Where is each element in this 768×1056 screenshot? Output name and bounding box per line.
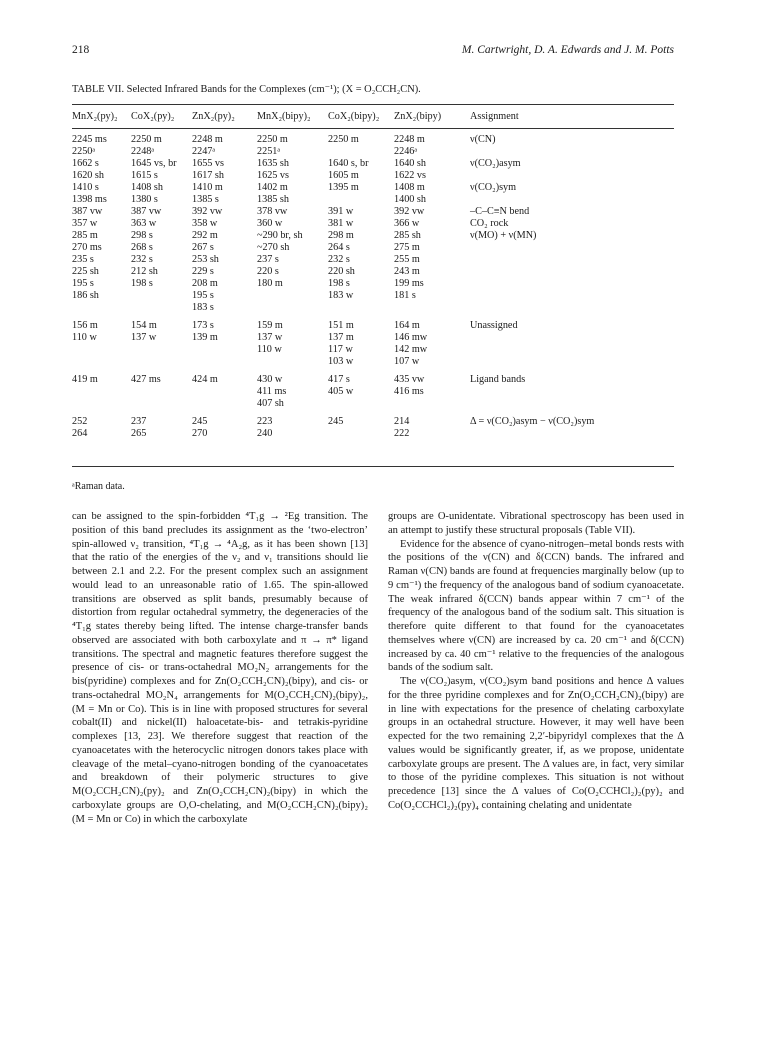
- table-cell: 2248 m: [394, 134, 425, 145]
- column-header: ZnX₂(py)₂: [192, 111, 235, 122]
- table-cell: 1398 ms: [72, 194, 107, 205]
- table-cell: 2247ᵃ: [192, 146, 216, 157]
- table-cell: 220 s: [257, 266, 279, 277]
- table-cell: 142 mw: [394, 344, 428, 355]
- table-cell: 154 m: [131, 320, 157, 331]
- column-header: CoX₂(py)₂: [131, 111, 175, 122]
- table-cell: 1620 sh: [72, 170, 104, 181]
- table-row: [72, 146, 674, 158]
- table-cell: ν(CO₂)sym: [470, 182, 517, 193]
- table-row: [72, 194, 674, 206]
- column-header: Assignment: [470, 111, 519, 122]
- table-cell: 360 w: [257, 218, 283, 229]
- table-row: [72, 182, 674, 194]
- column-header: MnX₂(bipy)₂: [257, 111, 311, 122]
- table-cell: 435 vw: [394, 374, 425, 385]
- table-cell: 285 sh: [394, 230, 421, 241]
- table-cell: 270: [192, 428, 208, 439]
- table-row: [72, 206, 674, 218]
- table-row: [72, 158, 674, 170]
- table-cell: 2248ᵃ: [131, 146, 155, 157]
- table-cell: 1410 s: [72, 182, 99, 193]
- body-paragraph: Evidence for the absence of cyano-nitrogen–metal bonds rests with the positions of the ν(CN) and δ(CCN) bands. The infrared and Raman ν(CN) bands are found at frequencies marginally below (up to 9 cm⁻¹) the frequency of the analogous band of sodium cyanoacetate. The weak infrared δ(CCN) bands appear within 7 cm⁻¹ of the frequency of the analogous band of the sodium salt. This situation is therefore quite different to that found for the cyanoacetates themselves where ν(CN) are increased by ca. 20 cm⁻¹ and δ(CCN) increased by ca. 40 cm⁻¹ relative to the frequencies of the analogous bands of the sodium salt.: [388, 538, 684, 674]
- table-cell: 430 w: [257, 374, 283, 385]
- table-cell: 1635 sh: [257, 158, 289, 169]
- table-bottom-rule: [72, 466, 674, 467]
- table-cell: 240: [257, 428, 273, 439]
- table-row: [72, 218, 674, 230]
- table-cell: 424 m: [192, 374, 218, 385]
- table-cell: 1605 m: [328, 170, 359, 181]
- table-cell: 405 w: [328, 386, 354, 397]
- table-header-rule: [72, 128, 674, 129]
- table-cell: 232 s: [328, 254, 350, 265]
- body-paragraph: groups are O-unidentate. Vibrational spectroscopy has been used in an attempt to justify these structural proposals (Table VII).: [388, 511, 684, 536]
- table-cell: 270 ms: [72, 242, 102, 253]
- table-cell: 198 s: [131, 278, 153, 289]
- table-row: [72, 266, 674, 278]
- table-cell: 225 sh: [72, 266, 99, 277]
- table-cell: 107 w: [394, 356, 420, 367]
- table-row: [72, 230, 674, 242]
- table-cell: 229 s: [192, 266, 214, 277]
- table-cell: 214: [394, 416, 410, 427]
- table-row: [72, 320, 674, 332]
- body-paragraph: can be assigned to the spin-forbidden ⁴T₁g → ²Eg transition. The position of this band precludes its assignment as the ‘two-electron’ spin-allowed ν₂ transition, ⁴T₁g → ⁴A₂g, as it has been shown [13] that the ratio of the energies of the ν₂ and ν₁ transitions should lie between 2.1 and 2.2. For the present complex such an assignment would lead to an unreasonable ratio of 1.65. The spin-allowed transitions are observed as split bands, presumably because of distortion from regular octahedral symmetry, the degeneracies of the ⁴T₁g states thereby being lifted. The intense charge-transfer bands observed are associated with both carboxylate and π → π* ligand transitions. The spectral and magnetic features therefore suggest the presence of cis- or trans-octahedral MO₂N₂ arrangements for the bis(pyridine) complexes and for Zn(O₂CCH₂CN)₂(bipy), and cis- or trans-octahedral MO₂N₄ arrangements for M(O₂CCH₂CN)₂(bipy)₂, (M = Mn or Co). This is in line with proposed structures for several cobalt(II) and nickel(II) haloacetate-bis- and tetrakis-pyridine complexes [13, 23]. We therefore suggest that reaction of the cyanoacetates with the heterocyclic nitrogen donors takes place with cleavage of the metal–cyano-nitrogen bonding of the cyanoacetates and breakdown of their polymeric structures to give M(O₂CCH₂CN)₂(py)₂ and Zn(O₂CCH₂CN)₂(bipy) in which the carboxylate groups are O,O-chelating, and M(O₂CCH₂CN)₂(bipy)₂ (M = Mn or Co) in which the carboxylate: [72, 511, 368, 825]
- table-header-row: [72, 108, 674, 128]
- table-cell: 419 m: [72, 374, 98, 385]
- table-cell: 1662 s: [72, 158, 99, 169]
- table-cell: 1640 sh: [394, 158, 426, 169]
- table-cell: 411 ms: [257, 386, 287, 397]
- table-cell: 1655 vs: [192, 158, 224, 169]
- table-cell: 1385 s: [192, 194, 219, 205]
- table-cell: 110 w: [72, 332, 97, 343]
- table-cell: 137 w: [257, 332, 283, 343]
- table-cell: 180 m: [257, 278, 283, 289]
- table-cell: 378 vw: [257, 206, 288, 217]
- table-cell: 298 s: [131, 230, 153, 241]
- table-cell: 1395 m: [328, 182, 359, 193]
- table-cell: 265: [131, 428, 147, 439]
- table-cell: 391 w: [328, 206, 354, 217]
- table-cell: 292 m: [192, 230, 218, 241]
- table-cell: 358 w: [192, 218, 218, 229]
- table-cell: 245: [328, 416, 344, 427]
- table-cell: ν(CN): [470, 134, 496, 145]
- table-cell: 416 ms: [394, 386, 424, 397]
- table-cell: Ligand bands: [470, 374, 526, 385]
- table-cell: 222: [394, 428, 410, 439]
- table-cell: 392 vw: [394, 206, 425, 217]
- page-number: 218: [72, 44, 90, 56]
- table-cell: 1640 s, br: [328, 158, 369, 169]
- table-row: [72, 332, 674, 344]
- table-cell: 264: [72, 428, 88, 439]
- table-cell: 387 vw: [72, 206, 103, 217]
- table-cell: 285 m: [72, 230, 98, 241]
- table-cell: 139 m: [192, 332, 218, 343]
- table-row: [72, 278, 674, 290]
- table-cell: Unassigned: [470, 320, 518, 331]
- table-cell: 1385 sh: [257, 194, 289, 205]
- table-cell: –C–C≡N bend: [470, 206, 530, 217]
- table-row: [72, 416, 674, 428]
- table-cell: 1615 s: [131, 170, 158, 181]
- table-cell: 387 vw: [131, 206, 162, 217]
- table-cell: 146 mw: [394, 332, 428, 343]
- table-row: [72, 374, 674, 386]
- table-top-rule: [72, 104, 674, 105]
- table-cell: 417 s: [328, 374, 350, 385]
- table-cell: 1625 vs: [257, 170, 289, 181]
- table-row: [72, 254, 674, 266]
- table-cell: 275 m: [394, 242, 420, 253]
- table-cell: 199 ms: [394, 278, 424, 289]
- table-cell: CO₂ rock: [470, 218, 509, 229]
- table-cell: 232 s: [131, 254, 153, 265]
- table-cell: 267 s: [192, 242, 214, 253]
- table-cell: 366 w: [394, 218, 420, 229]
- table-cell: 181 s: [394, 290, 416, 301]
- table-cell: 173 s: [192, 320, 214, 331]
- table-cell: 392 vw: [192, 206, 223, 217]
- column-header: MnX₂(py)₂: [72, 111, 118, 122]
- table-cell: 1380 s: [131, 194, 158, 205]
- table-row: [72, 242, 674, 254]
- table-cell: 1410 m: [192, 182, 223, 193]
- table-row: [72, 134, 674, 146]
- table-cell: 1617 sh: [192, 170, 224, 181]
- table-cell: 235 s: [72, 254, 94, 265]
- table-row: [72, 428, 674, 440]
- table-cell: 2251ᵃ: [257, 146, 281, 157]
- table-cell: 2250 m: [328, 134, 359, 145]
- table-cell: 255 m: [394, 254, 420, 265]
- table-cell: 407 sh: [257, 398, 284, 409]
- table-cell: ~270 sh: [257, 242, 290, 253]
- table-cell: 208 m: [192, 278, 218, 289]
- table-cell: 186 sh: [72, 290, 99, 301]
- table-row: [72, 386, 674, 398]
- table-cell: 357 w: [72, 218, 98, 229]
- table-cell: 298 m: [328, 230, 354, 241]
- table-cell: 156 m: [72, 320, 98, 331]
- table-cell: 253 sh: [192, 254, 219, 265]
- table-cell: 117 w: [328, 344, 353, 355]
- table-row: [72, 398, 674, 410]
- table-footnote: ᵃRaman data.: [72, 481, 125, 492]
- table-cell: 164 m: [394, 320, 420, 331]
- table-cell: 264 s: [328, 242, 350, 253]
- table-cell: 237 s: [257, 254, 279, 265]
- table-cell: 1402 m: [257, 182, 288, 193]
- table-cell: 1645 vs, br: [131, 158, 177, 169]
- table-cell: 427 ms: [131, 374, 161, 385]
- body-column-right: [388, 510, 684, 813]
- body-paragraph: The ν(CO₂)asym, ν(CO₂)sym band positions and hence Δ values for the three pyridine complexes and for Zn(O₂CCH₂CN)₂(bipy) are in line with expectations for the presence of chelating carboxylate groups in an octahedral structure. However, it may well have been expected for the two remaining 2,2′-bipyridyl complexes that the Δ values would be significantly greater, if, as we propose, unidentate carboxylate groups are present. The Δ values are, in fact, very similar to those of the pyridine complexes. This situation is not without precedence [13] since the Δ values of Co(O₂CCHCl₂)₂(py)₂ and Co(O₂CCHCl₂)₂(py)₄ containing chelating and unidentate: [388, 676, 684, 811]
- table-caption: TABLE VII. Selected Infrared Bands for the Complexes (cm⁻¹); (X = O₂CCH₂CN).: [72, 84, 421, 95]
- table-row: [72, 290, 674, 302]
- table-cell: 137 w: [131, 332, 157, 343]
- table-cell: 110 w: [257, 344, 282, 355]
- column-header: CoX₂(bipy)₂: [328, 111, 380, 122]
- table-cell: 2250 m: [131, 134, 162, 145]
- table-cell: 212 sh: [131, 266, 158, 277]
- table-cell: 183 s: [192, 302, 214, 313]
- table-cell: 1408 sh: [131, 182, 163, 193]
- table-cell: 268 s: [131, 242, 153, 253]
- table-cell: 237: [131, 416, 147, 427]
- table-cell: 198 s: [328, 278, 350, 289]
- table-cell: 195 s: [192, 290, 214, 301]
- table-row: [72, 170, 674, 182]
- table-cell: 195 s: [72, 278, 94, 289]
- table-cell: 2245 ms: [72, 134, 107, 145]
- table-cell: 223: [257, 416, 273, 427]
- table-row: [72, 302, 674, 314]
- table-cell: 159 m: [257, 320, 283, 331]
- table-cell: 151 m: [328, 320, 354, 331]
- table-cell: 2246ᵃ: [394, 146, 418, 157]
- page-header: [72, 44, 674, 60]
- table-cell: ν(MO) + ν(MN): [470, 230, 537, 241]
- table-cell: 1622 vs: [394, 170, 426, 181]
- table-cell: 137 m: [328, 332, 354, 343]
- table-cell: 1408 m: [394, 182, 425, 193]
- table-cell: 363 w: [131, 218, 157, 229]
- table-cell: 183 w: [328, 290, 354, 301]
- table-cell: ~290 br, sh: [257, 230, 303, 241]
- table-cell: 220 sh: [328, 266, 355, 277]
- table-cell: 1400 sh: [394, 194, 426, 205]
- table-cell: ν(CO₂)asym: [470, 158, 521, 169]
- column-header: ZnX₂(bipy): [394, 111, 442, 122]
- table-cell: Δ = ν(CO₂)asym − ν(CO₂)sym: [470, 416, 595, 427]
- table-cell: 252: [72, 416, 88, 427]
- table-row: [72, 356, 674, 368]
- table-cell: 2248 m: [192, 134, 223, 145]
- table-cell: 2250ᵃ: [72, 146, 96, 157]
- table-row: [72, 344, 674, 356]
- table-cell: 381 w: [328, 218, 354, 229]
- running-head: M. Cartwright, D. A. Edwards and J. M. Potts: [461, 44, 674, 56]
- table-cell: 2250 m: [257, 134, 288, 145]
- table-cell: 103 w: [328, 356, 354, 367]
- body-column-left: [72, 510, 368, 826]
- table-cell: 243 m: [394, 266, 420, 277]
- table-cell: 245: [192, 416, 208, 427]
